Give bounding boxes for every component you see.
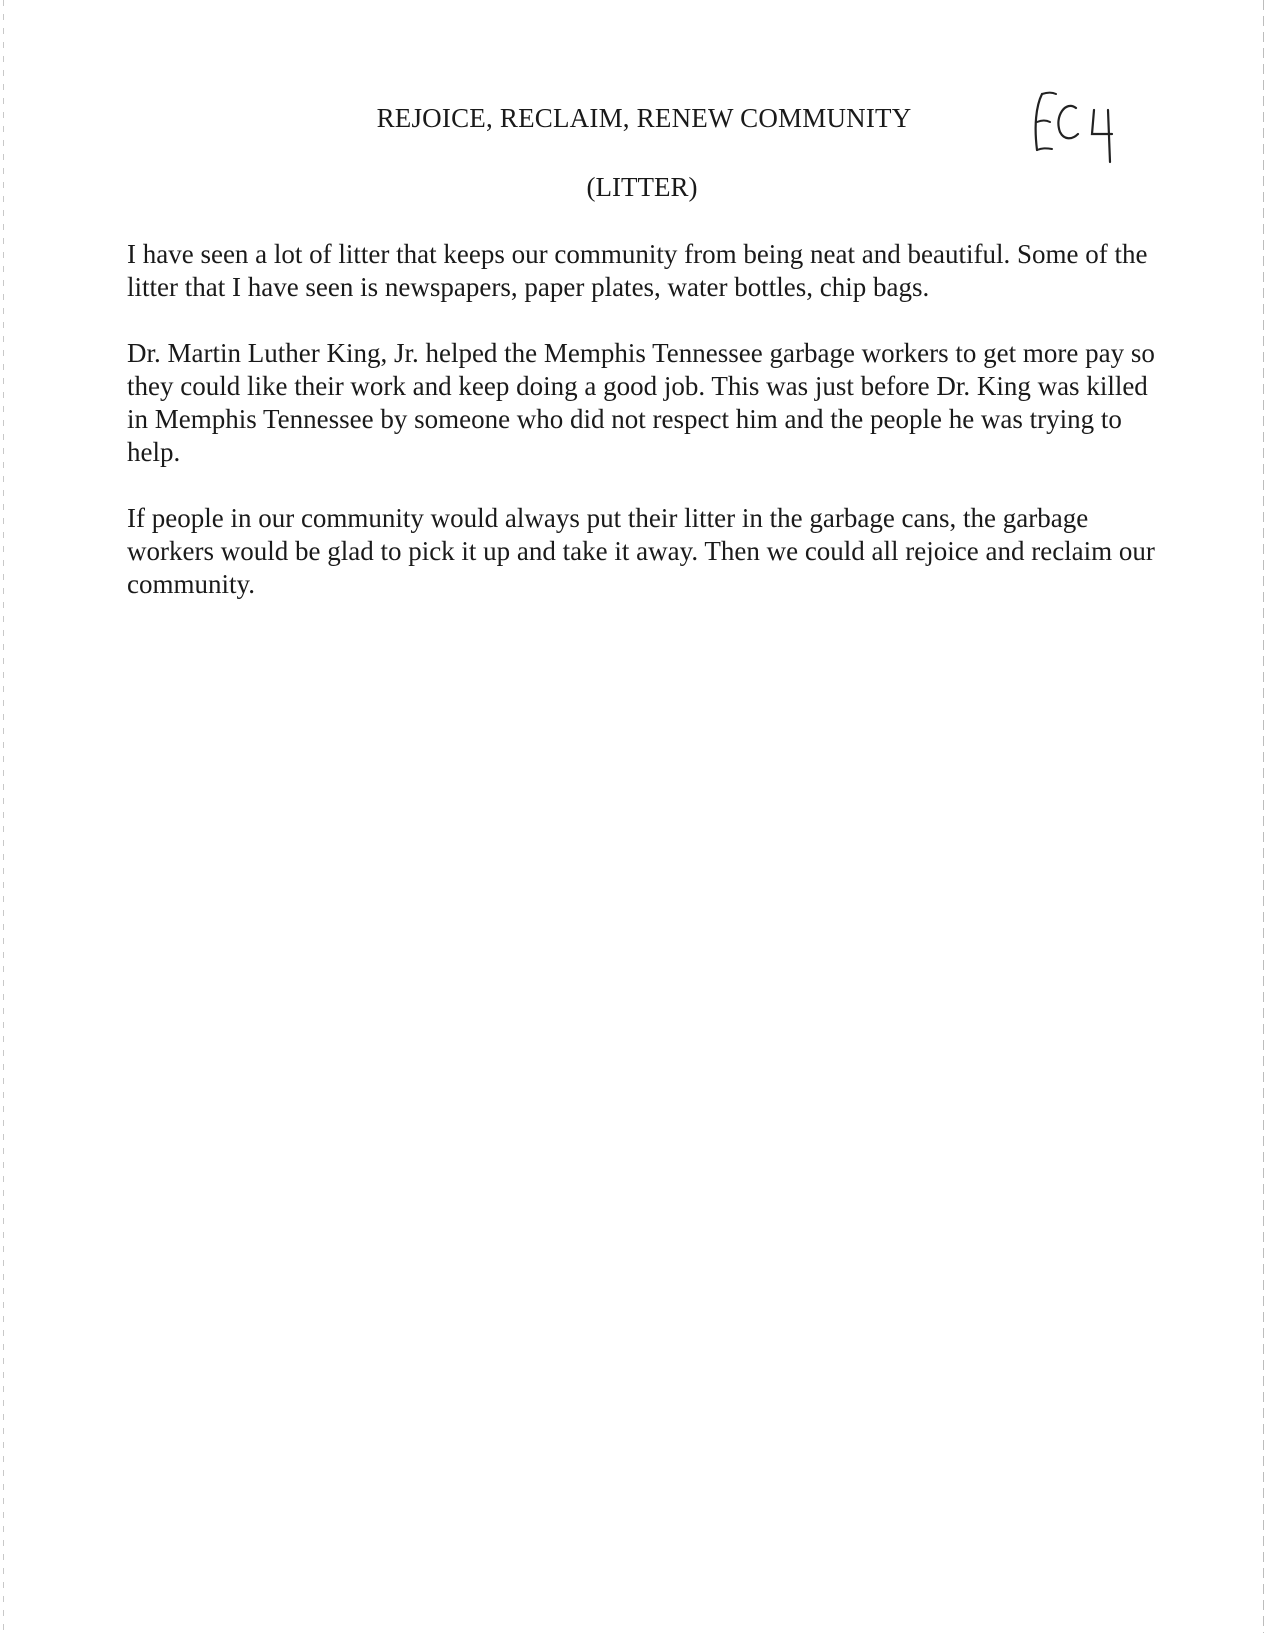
handwritten-mark xyxy=(1028,86,1128,166)
paragraph-1: I have seen a lot of litter that keeps our community from being neat and beautiful. Some of the litter that I have seen is newspapers, paper plates, water bottles, chip bags. xyxy=(127,239,1148,302)
paragraph-2: Dr. Martin Luther King, Jr. helped the Memphis Tennessee garbage workers to get more pay so they could like their work and keep doing a good job. This was just before Dr. King was killed in Memphis Tennessee by someone who did not respect him and the people he was trying to help. xyxy=(127,338,1155,467)
document-subtitle: (LITTER) xyxy=(586,172,698,202)
document-title: REJOICE, RECLAIM, RENEW COMMUNITY xyxy=(376,103,912,133)
paragraph-3: If people in our community would always put their litter in the garbage cans, the garbage workers would be glad to pick it up and take it away. Then we could all rejoice and reclaim our community. xyxy=(127,503,1155,599)
scan-edge-right xyxy=(1263,0,1264,1633)
document-body xyxy=(127,238,1167,634)
scan-edge-left xyxy=(3,0,4,1633)
